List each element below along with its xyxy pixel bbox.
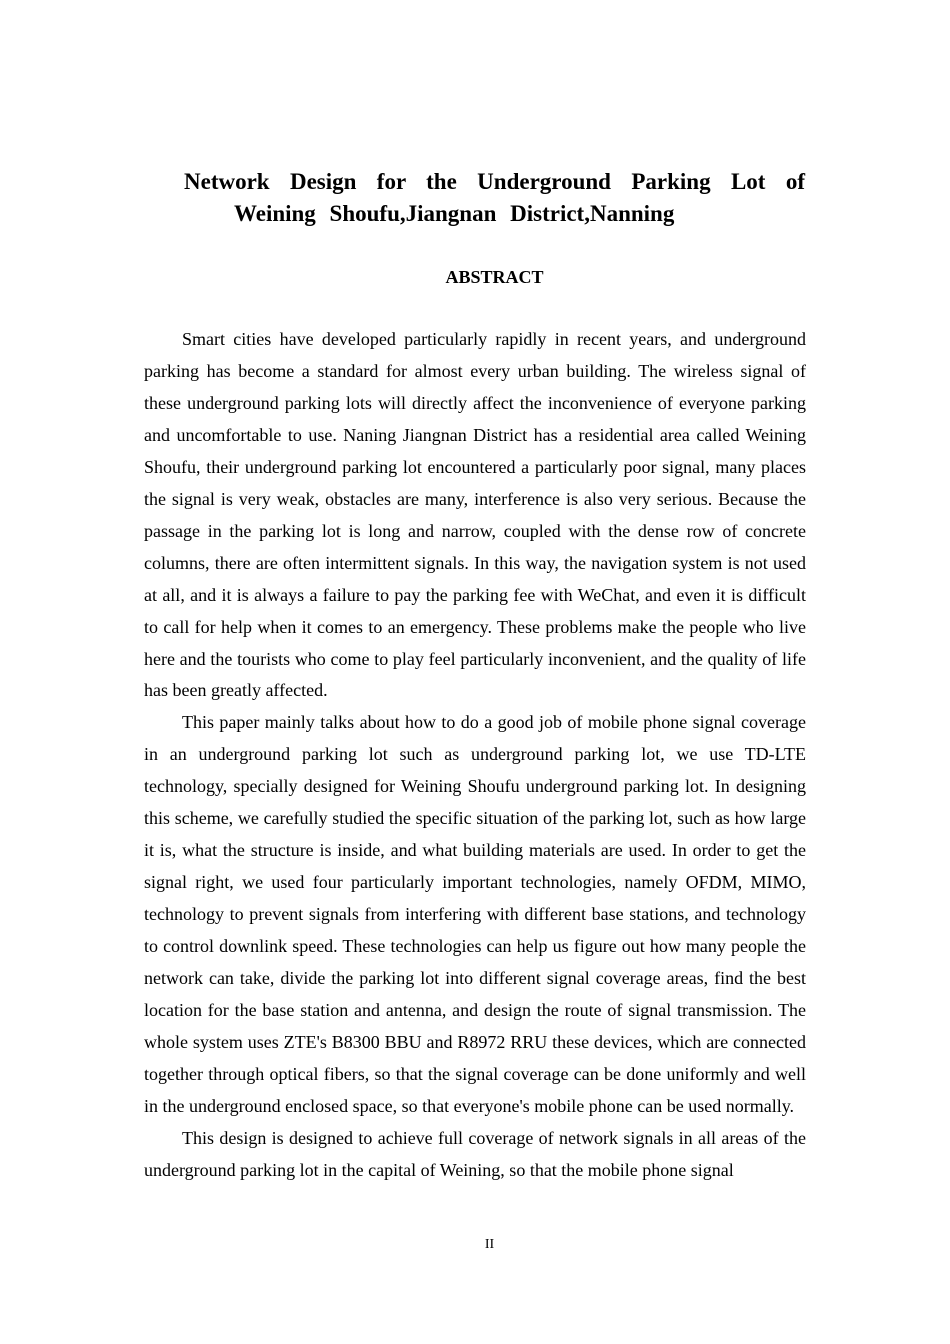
title-line-2: Weining Shoufu,Jiangnan District,Nanning: [234, 201, 675, 226]
abstract-paragraph-2: This paper mainly talks about how to do a good job of mobile phone signal coverage in an underground parking lot such as underground parking lot, we use TD-LTE technology, specially designed for Weining Shoufu underground parking lot. In designing this scheme, we carefully studied the specific situation of the parking lot, such as how large it is, what the structure is inside, and what building materials are used. In order to get the signal right, we used four particularly important technologies, namely OFDM, MIMO, technology to prevent signals from interfering with different base stations, and technology to control downlink speed. These technologies can help us figure out how many people the network can take, divide the parking lot into different signal coverage areas, find the best location for the base station and antenna, and design the route of signal transmission. The whole system uses ZTE's B8300 BBU and R8972 RRU these devices, which are connected together through optical fibers, so that the signal coverage can be done uniformly and well in the underground enclosed space, so that everyone's mobile phone can be used normally.: [144, 712, 806, 1116]
abstract-heading: ABSTRACT: [445, 267, 544, 287]
page-number: II: [484, 1237, 495, 1252]
abstract-body: [144, 324, 806, 1187]
abstract-paragraph-1: Smart cities have developed particularly rapidly in recent years, and underground parking has become a standard for almost every urban building. The wireless signal of these underground parking lots will directly affect the inconvenience of everyone parking and uncomfortable to use. Naning Jiangnan District has a residential area called Weining Shoufu, their underground parking lot encountered a particularly poor signal, many places the signal is very weak, obstacles are many, interference is also very serious. Because the passage in the parking lot is long and narrow, coupled with the dense row of concrete columns, there are often intermittent signals. In this way, the navigation system is not used at all, and it is always a failure to pay the parking fee with WeChat, and even it is difficult to call for help when it comes to an emergency. These problems make the people who live here and the tourists who come to play feel particularly inconvenient, and the quality of life has been greatly affected.: [144, 329, 806, 701]
abstract-paragraph-3: This design is designed to achieve full coverage of network signals in all areas of the underground parking lot in the capital of Weining, so that the mobile phone signal: [144, 1127, 806, 1180]
title-line-1: Network Design for the Underground Parking Lot of: [184, 169, 805, 194]
document-title: [184, 166, 805, 230]
